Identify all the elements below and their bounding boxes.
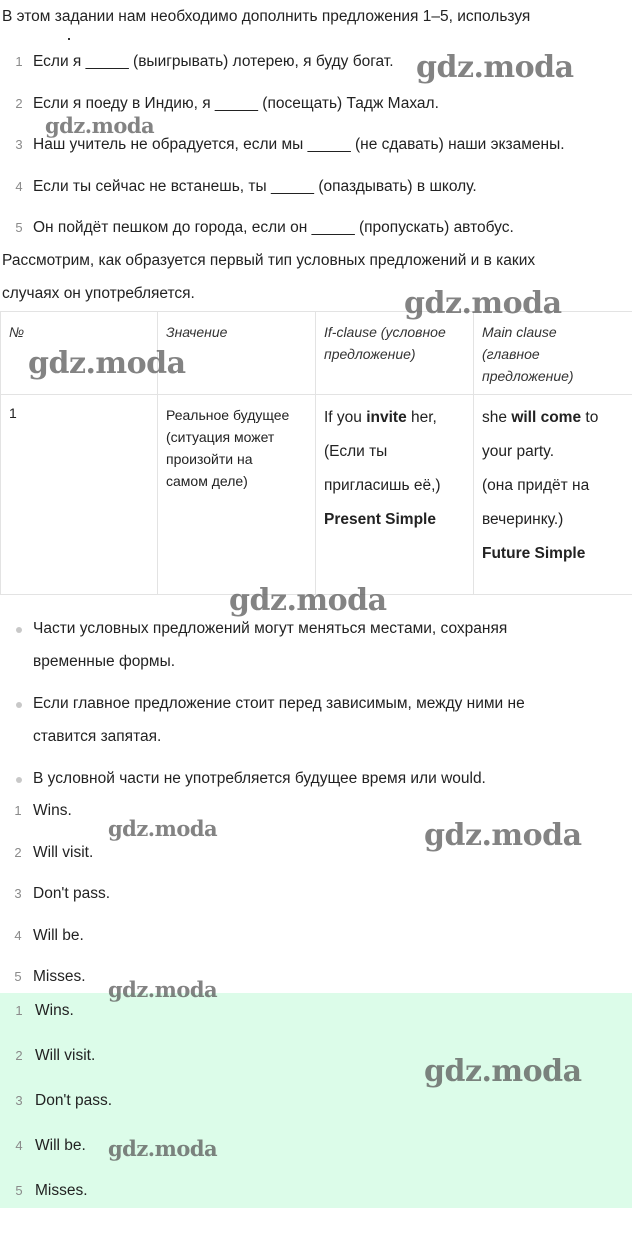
header-main-clause: (главное (482, 346, 540, 362)
answer-text: Misses. (33, 968, 86, 985)
watermark: gdz.moda (45, 113, 155, 138)
intro-text: В этом задании нам необходимо дополнить предложения 1–5, используя (2, 8, 531, 25)
answer-text: Don't pass. (35, 1092, 113, 1109)
watermark: gdz.moda (424, 1054, 582, 1089)
header-meaning: Значение (166, 324, 228, 340)
meaning-text: (ситуация может (166, 429, 275, 445)
main-tense: Future Simple (482, 545, 586, 562)
watermark: gdz.moda (108, 816, 218, 841)
rule-text: временные формы. (33, 653, 176, 670)
meaning-text: произойти на (166, 451, 253, 467)
answer-text: Will be. (33, 927, 84, 944)
answer-number: 1 (15, 1003, 23, 1018)
explanation-line: Рассмотрим, как образуется первый тип условных предложений и в каких (2, 252, 536, 269)
answer-number: 3 (14, 886, 22, 901)
answer-number: 4 (14, 928, 22, 943)
header-number: № (9, 324, 25, 340)
answer-text: Will visit. (33, 844, 94, 861)
exercise-number: 1 (15, 54, 23, 69)
answer-number: 2 (14, 845, 22, 860)
bullet-marker (16, 702, 22, 708)
watermark: gdz.moda (229, 583, 387, 618)
answer-text: Will visit. (35, 1047, 96, 1064)
meaning-text: Реальное будущее (166, 407, 290, 423)
meaning-text: самом деле) (166, 473, 248, 489)
header-main-clause: Main clause (482, 324, 557, 340)
if-example: If you invite her, (324, 409, 437, 426)
exercise-sentence: Если ты сейчас не встанешь, ты _____ (опаздывать) в школу. (33, 178, 477, 195)
main-example: she will come to (482, 409, 599, 426)
exercise-number: 5 (15, 220, 23, 235)
main-translation: (она придёт на (482, 477, 590, 494)
table-row (1, 395, 632, 595)
answer-number: 2 (15, 1048, 23, 1063)
row-number: 1 (9, 405, 17, 421)
exercise-number: 4 (15, 179, 23, 194)
answer-text: Will be. (35, 1137, 86, 1154)
watermark: gdz.moda (108, 1136, 218, 1161)
exercise-sentence: Если я _____ (выигрывать) лотерею, я буду богат. (33, 53, 394, 70)
if-tense: Present Simple (324, 511, 436, 528)
exercise-sentence: Наш учитель не обрадуется, если мы _____ (не сдавать) наши экзамены. (33, 136, 565, 153)
explanation-line: случаях он употребляется. (2, 285, 195, 302)
answer-number: 1 (14, 803, 22, 818)
bullet-marker (16, 777, 22, 783)
main-translation: вечеринку.) (482, 511, 564, 528)
watermark: gdz.moda (424, 818, 582, 853)
rule-text: В условной части не употребляется будущее время или would. (33, 770, 486, 787)
watermark: gdz.moda (404, 286, 562, 321)
bullet-marker (16, 627, 22, 633)
exercise-sentence: Он пойдёт пешком до города, если он _____ (пропускать) автобус. (33, 219, 514, 236)
answer-text: Wins. (33, 802, 72, 819)
exercise-sentence: Если я поеду в Индию, я _____ (посещать) Тадж Махал. (33, 95, 439, 112)
answer-number: 4 (15, 1138, 23, 1153)
if-translation: (Если ты (324, 443, 388, 460)
answer-number: 5 (14, 969, 22, 984)
answer-text: Don't pass. (33, 885, 111, 902)
rule-text: Части условных предложений могут меняться местами, сохраняя (33, 620, 508, 637)
exercise-number: 3 (15, 137, 23, 152)
answer-text: Misses. (35, 1182, 88, 1199)
watermark: gdz.moda (416, 50, 574, 85)
answer-number: 5 (15, 1183, 23, 1198)
main-example: your party. (482, 443, 555, 460)
stray-dot (68, 38, 70, 40)
header-if-clause: предложение) (324, 346, 416, 362)
header-if-clause: If-clause (условное (324, 324, 446, 340)
watermark: gdz.moda (108, 977, 218, 1002)
answer-number: 3 (15, 1093, 23, 1108)
header-main-clause: предложение) (482, 368, 574, 384)
if-translation: пригласишь её,) (324, 477, 441, 494)
watermark: gdz.moda (28, 346, 186, 381)
rule-text: Если главное предложение стоит перед зависимым, между ними не (33, 695, 525, 712)
exercise-number: 2 (15, 96, 23, 111)
rule-text: ставится запятая. (33, 728, 162, 745)
answer-text: Wins. (35, 1002, 74, 1019)
